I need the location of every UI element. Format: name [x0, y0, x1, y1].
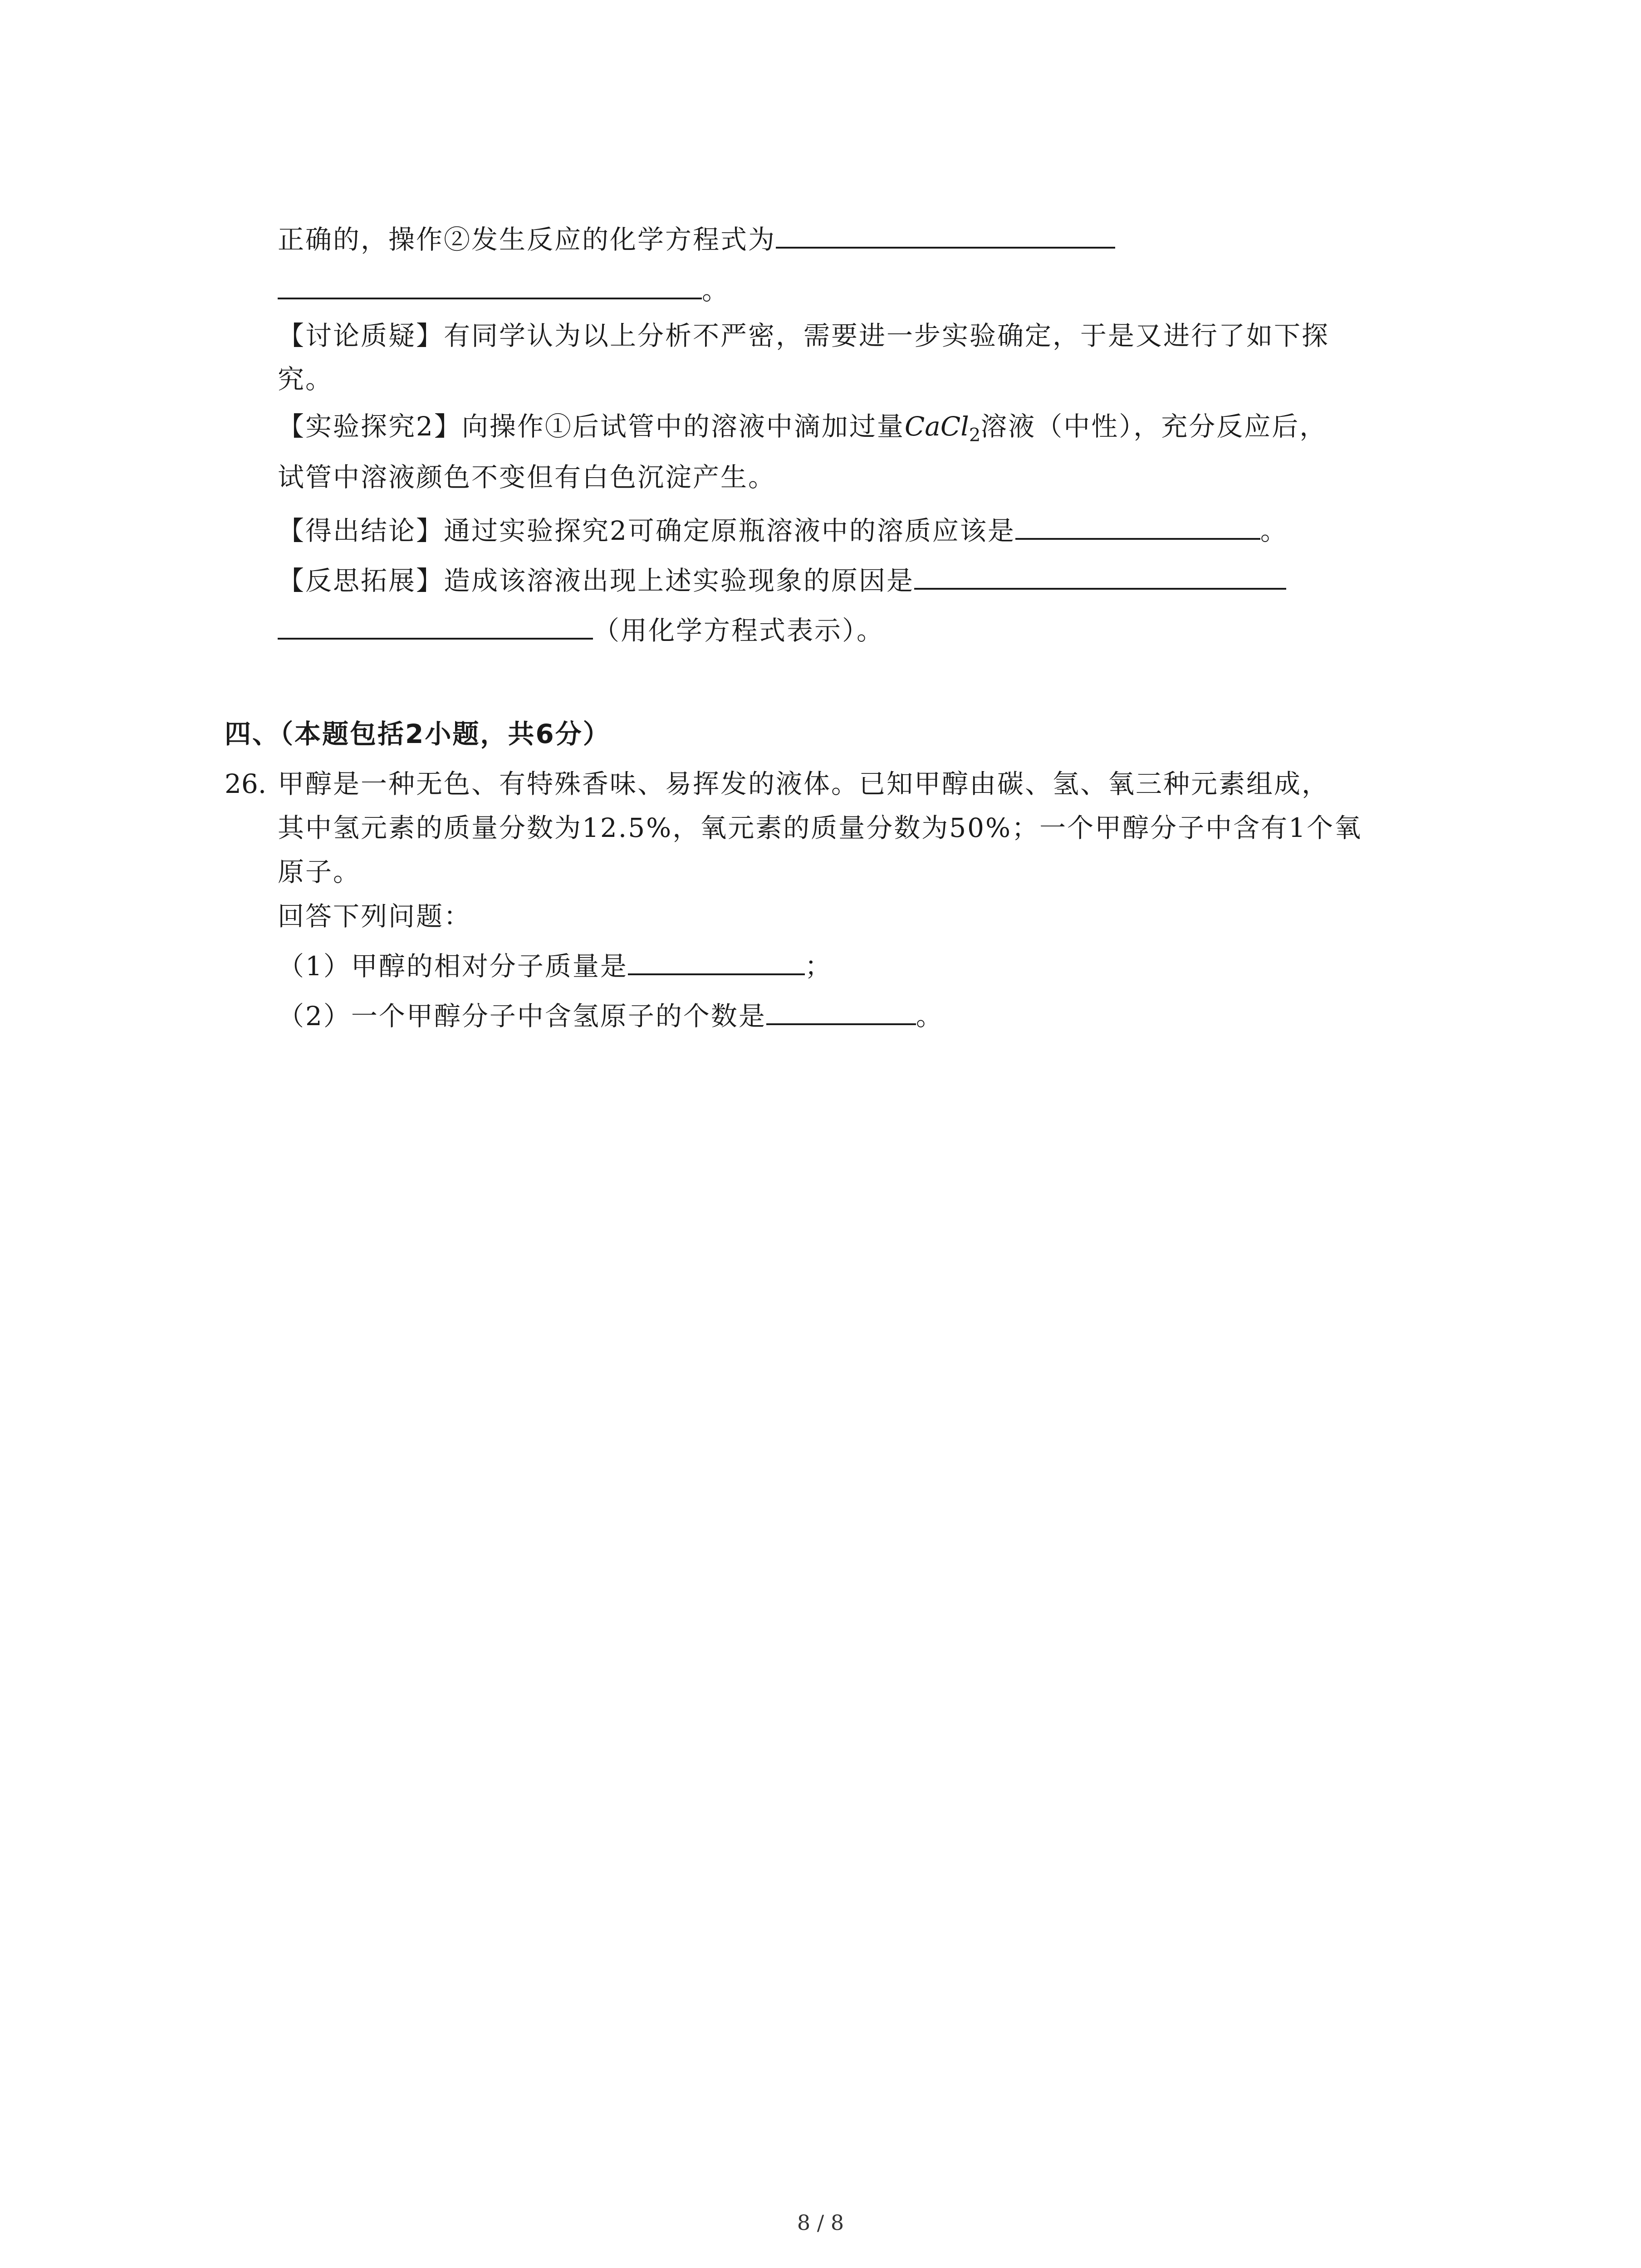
- experiment2-label: 【实验探究2】: [278, 411, 462, 442]
- sub-question-1-text: （1）甲醇的相对分子质量是: [278, 951, 628, 982]
- discussion-label: 【讨论质疑】: [278, 320, 444, 351]
- question26-line2: 其中氢元素的质量分数为12.5%，氧元素的质量分数为50%；一个甲醇分子中含有1个氧: [278, 812, 1362, 843]
- sub-question-2-text: （2）一个甲醇分子中含氢原子的个数是: [278, 1001, 766, 1031]
- section4-heading: 四、（本题包括2小题，共6分）: [225, 719, 611, 749]
- period: 。: [916, 1001, 944, 1031]
- question-number: 26.: [225, 768, 267, 799]
- reflection-label: 【反思拓展】: [278, 565, 444, 596]
- period: 。: [702, 275, 730, 306]
- experiment2-text: 向操作①后试管中的溶液中滴加过量: [461, 411, 905, 442]
- cacl2-formula: CaCl$_2$: [904, 411, 981, 446]
- discussion-text-2: 究。: [278, 364, 333, 395]
- page-number: 8 / 8: [797, 2210, 844, 2235]
- answer-blank-molecular-mass[interactable]: [628, 950, 805, 975]
- equation-line: [278, 221, 1115, 258]
- reflection-text: 造成该溶液出现上述实验现象的原因是: [444, 565, 915, 596]
- question26-line1: 甲醇是一种无色、有特殊香味、易挥发的液体。已知甲醇由碳、氢、氧三种元素组成，: [278, 768, 1330, 799]
- reflection-line: [278, 562, 1286, 599]
- conclusion-label: 【得出结论】: [278, 515, 444, 546]
- experiment2-text-after: 溶液（中性），充分反应后，: [980, 411, 1327, 442]
- answer-blank-reason-2[interactable]: [278, 614, 593, 640]
- conclusion-line: [278, 513, 1288, 549]
- reflection-note: （用化学方程式表示）。: [593, 615, 885, 646]
- question26-line3: 原子。: [278, 856, 361, 887]
- equation-prompt: 正确的，操作②发生反应的化学方程式为: [278, 224, 776, 255]
- sub-question-1: [278, 948, 833, 984]
- period: 。: [1260, 515, 1288, 546]
- experiment2-text-2: 试管中溶液颜色不变但有白色沉淀产生。: [278, 462, 776, 493]
- answer-blank-equation-1[interactable]: [776, 223, 1115, 249]
- question26-prompt: 回答下列问题：: [278, 901, 472, 932]
- discussion-line: [278, 318, 1329, 354]
- answer-blank-hydrogen-count[interactable]: [766, 1000, 916, 1025]
- experiment2-line-2: [278, 459, 776, 495]
- discussion-line-2: [278, 361, 333, 397]
- sub-question-2: [278, 998, 944, 1034]
- answer-blank-solute[interactable]: [1015, 514, 1260, 540]
- conclusion-text: 通过实验探究2可确定原瓶溶液中的溶质应该是: [444, 515, 1015, 546]
- discussion-text: 有同学认为以上分析不严密，需要进一步实验确定，于是又进行了如下探: [444, 320, 1330, 351]
- answer-blank-equation-2[interactable]: [278, 274, 702, 299]
- reflection-line-2: [278, 612, 884, 649]
- answer-blank-reason-1[interactable]: [914, 564, 1286, 590]
- experiment2-line: [278, 408, 1327, 454]
- semicolon: ；: [804, 951, 833, 982]
- equation-line-2: [278, 272, 730, 308]
